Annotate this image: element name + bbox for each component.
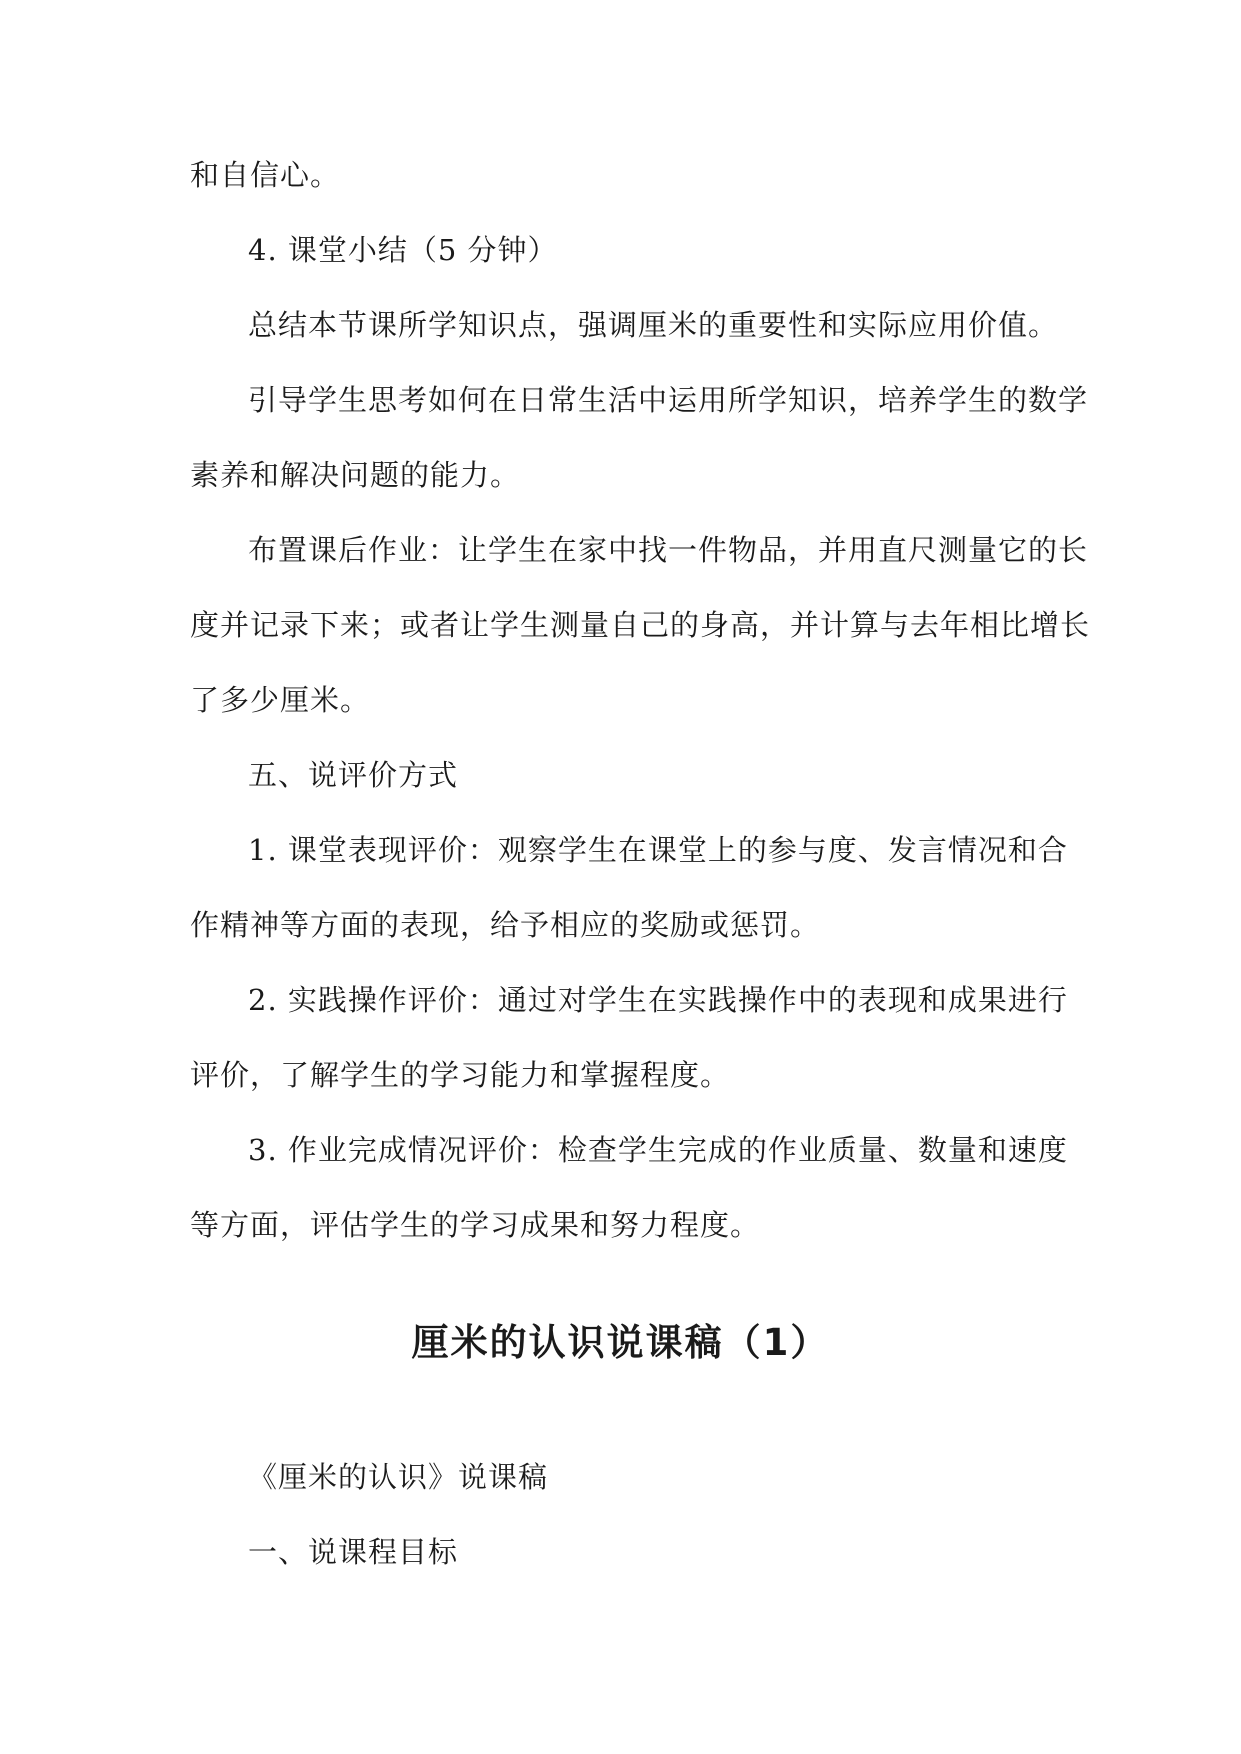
list-item-line: 2. 实践操作评价：通过对学生在实践操作中的表现和成果进行 bbox=[248, 983, 1068, 1017]
section-heading: 4. 课堂小结（5 分钟） bbox=[248, 233, 558, 267]
body-text-block bbox=[190, 138, 1091, 1263]
document-title: 厘米的认识说课稿（1） bbox=[411, 1321, 830, 1364]
list-item-line: 3. 作业完成情况评价：检查学生完成的作业质量、数量和速度 bbox=[248, 1133, 1068, 1167]
paragraph-line: 总结本节课所学知识点，强调厘米的重要性和实际应用价值。 bbox=[248, 308, 1059, 342]
list-item-line: 作精神等方面的表现，给予相应的奖励或惩罚。 bbox=[190, 908, 821, 942]
paragraph-line: 度并记录下来；或者让学生测量自己的身高，并计算与去年相比增长 bbox=[190, 608, 1091, 642]
paragraph-line: 和自信心。 bbox=[190, 158, 341, 192]
paragraph-line: 布置课后作业：让学生在家中找一件物品，并用直尺测量它的长 bbox=[248, 533, 1089, 567]
list-item-line: 1. 课堂表现评价：观察学生在课堂上的参与度、发言情况和合 bbox=[248, 833, 1068, 867]
paragraph-line: 了多少厘米。 bbox=[190, 683, 371, 717]
section-heading: 五、说评价方式 bbox=[248, 758, 459, 792]
list-item-line: 等方面，评估学生的学习成果和努力程度。 bbox=[190, 1208, 761, 1242]
paragraph-line: 引导学生思考如何在日常生活中运用所学知识，培养学生的数学 bbox=[248, 383, 1089, 417]
paragraph-line: 素养和解决问题的能力。 bbox=[190, 458, 521, 492]
list-item-line: 评价，了解学生的学习能力和掌握程度。 bbox=[190, 1058, 731, 1092]
body-text-block-2 bbox=[190, 1440, 1060, 1590]
paragraph-line: 《厘米的认识》说课稿 bbox=[248, 1460, 549, 1494]
section-heading: 一、说课程目标 bbox=[248, 1535, 459, 1569]
